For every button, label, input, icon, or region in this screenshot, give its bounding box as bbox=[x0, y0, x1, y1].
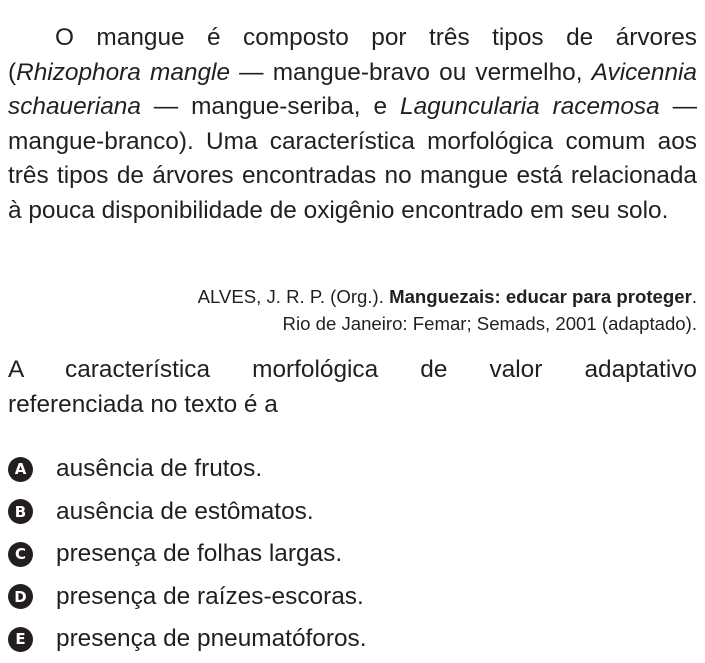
option-letter-badge: C bbox=[8, 542, 33, 567]
option-letter-badge: A bbox=[8, 457, 33, 482]
option-c[interactable] bbox=[8, 533, 697, 576]
question-line-1: A característica morfológica de valor adaptativo bbox=[8, 356, 697, 383]
citation-title-end: . bbox=[691, 286, 697, 307]
option-letter-badge: D bbox=[8, 584, 33, 609]
option-text: ausência de estômatos. bbox=[56, 497, 314, 525]
option-letter-badge: B bbox=[8, 499, 33, 524]
option-a[interactable] bbox=[8, 448, 697, 491]
source-citation bbox=[37, 283, 697, 337]
passage-segment: — mangue-bravo ou vermelho, bbox=[230, 58, 592, 86]
passage-segment: O mangue é composto por três tipos de árvores ( bbox=[8, 24, 697, 86]
species-name-rhizophora: Rhizophora mangle bbox=[16, 58, 231, 86]
option-e[interactable] bbox=[8, 618, 697, 661]
passage-text bbox=[8, 21, 697, 229]
species-name-laguncularia: Laguncularia racemosa bbox=[400, 93, 660, 121]
question-stem bbox=[8, 353, 697, 422]
citation-publication: Rio de Janeiro: Femar; Semads, 2001 (adaptado). bbox=[282, 313, 697, 334]
option-text: presença de pneumatóforos. bbox=[56, 625, 367, 653]
citation-line-1 bbox=[37, 283, 697, 310]
answer-options bbox=[8, 448, 697, 661]
option-b[interactable] bbox=[8, 491, 697, 534]
citation-title: Manguezais: educar para proteger bbox=[389, 286, 692, 307]
species-name-avicennia: Avicennia schaueriana bbox=[8, 58, 697, 121]
option-text: presença de folhas largas. bbox=[56, 540, 343, 568]
question-line-2: referenciada no texto é a bbox=[8, 390, 278, 418]
option-text: ausência de frutos. bbox=[56, 455, 263, 483]
option-text: presença de raízes-escoras. bbox=[56, 582, 364, 610]
citation-authors: ALVES, J. R. P. (Org.). bbox=[197, 286, 390, 307]
passage-segment: — mangue-seriba, e bbox=[140, 93, 400, 121]
option-letter-badge: E bbox=[8, 627, 33, 652]
option-d[interactable] bbox=[8, 576, 697, 619]
passage-segment: — mangue-branco). Uma característica morfológica comum aos três tipos de árvores encontradas no mangue está relacionada à pouca disponibilidade de oxigênio encontrado em seu solo. bbox=[8, 93, 697, 224]
